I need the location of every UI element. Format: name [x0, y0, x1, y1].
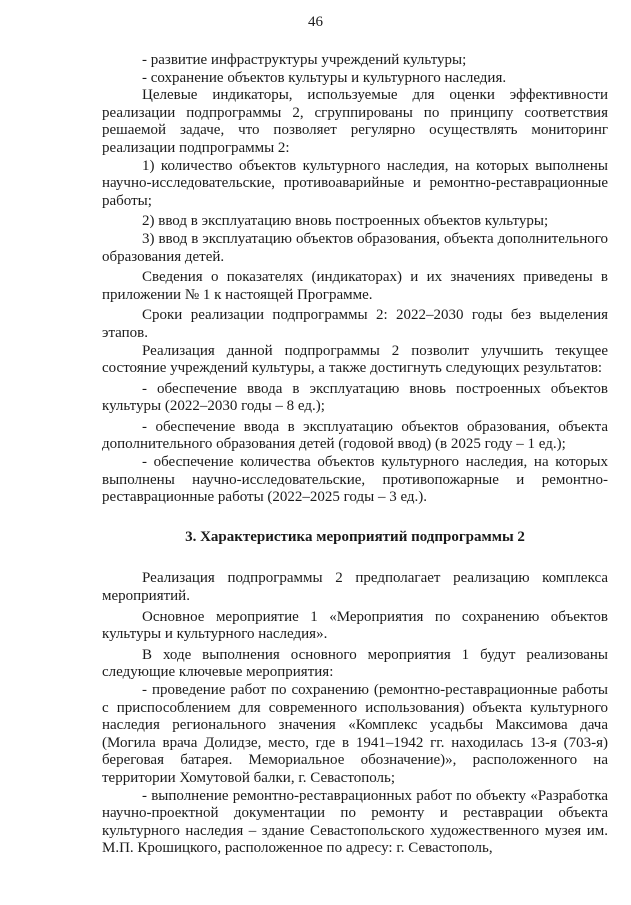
page-number: 46 — [308, 14, 323, 30]
indicator-1: 1) количество объектов культурного наследия, на которых выполнены научно-исследовательские, противоаварийные и ремонтно-реставрационные работы; — [102, 157, 608, 209]
paragraph-main-activity: Основное мероприятие 1 «Мероприятия по сохранению объектов культуры и культурного наследия». — [102, 608, 608, 643]
indicator-2: 2) ввод в эксплуатацию вновь построенных объектов культуры; — [142, 213, 549, 230]
paragraph-results-intro: Реализация данной подпрограммы 2 позволит улучшить текущее состояние учреждений культуры, а также достигнуть следующих результатов: — [102, 342, 608, 377]
paragraph-timeline: Сроки реализации подпрограммы 2: 2022–2030 годы без выделения этапов. — [102, 307, 608, 341]
paragraph-implementation: Реализация подпрограммы 2 предполагает реализацию комплекса мероприятий. — [102, 570, 608, 605]
activity-bullet-1: - проведение работ по сохранению (ремонтно-реставрационные работы с приспособлением для современного использования) объекта культурного наследия регионального значения «Комплекс усадьбы Максимова дача (Могила врача Долидзе, место, где в 1941–1942 гг. находилась 13-я (703-я) береговая батарея. Мемориальное обозначение)», расположенного на территории Хомутовой балки, г. Севастополь; — [102, 682, 608, 786]
result-bullet-1: - обеспечение ввода в эксплуатацию вновь построенных объектов культуры (2022–2030 годы – 8 ед.); — [102, 380, 608, 415]
paragraph-indicator-info: Сведения о показателях (индикаторах) и их значениях приведены в приложении № 1 к настоящей Программе. — [102, 269, 608, 303]
section-heading: 3. Характеристика мероприятий подпрограммы 2 — [185, 528, 525, 545]
bullet-preservation: - сохранение объектов культуры и культурного наследия. — [142, 69, 507, 86]
paragraph-key-activities: В ходе выполнения основного мероприятия 1 будут реализованы следующие ключевые мероприятия: — [102, 646, 608, 681]
activity-bullet-2: - выполнение ремонтно-реставрационных работ по объекту «Разработка научно-проектной документации по ремонту и реставрации объекта культурного наследия – здание Севастопольского художественного музея им. М.П. Крошицкого, расположенное по адресу: г. Севастополь, — [102, 787, 608, 857]
document-body — [102, 52, 608, 858]
bullet-infrastructure: - развитие инфраструктуры учреждений культуры; — [142, 52, 467, 68]
result-bullet-3: - обеспечение количества объектов культурного наследия, на которых выполнены научно-исследовательские, противопожарные и ремонтно-реставрационные работы (2022–2025 годы – 3 ед.). — [102, 454, 608, 506]
result-bullet-2: - обеспечение ввода в эксплуатацию объектов образования, объекта дополнительного образования детей (годовой ввод) (в 2025 году – 1 ед.); — [102, 418, 608, 453]
indicator-3: 3) ввод в эксплуатацию объектов образования, объекта дополнительного образования детей. — [102, 230, 608, 265]
paragraph-target-indicators: Целевые индикаторы, используемые для оценки эффективности реализации подпрограммы 2, сгруппированы по принципу соответствия решаемой задаче, что позволяет регулярно осуществлять мониторинг реализации подпрограммы 2: — [102, 87, 608, 156]
